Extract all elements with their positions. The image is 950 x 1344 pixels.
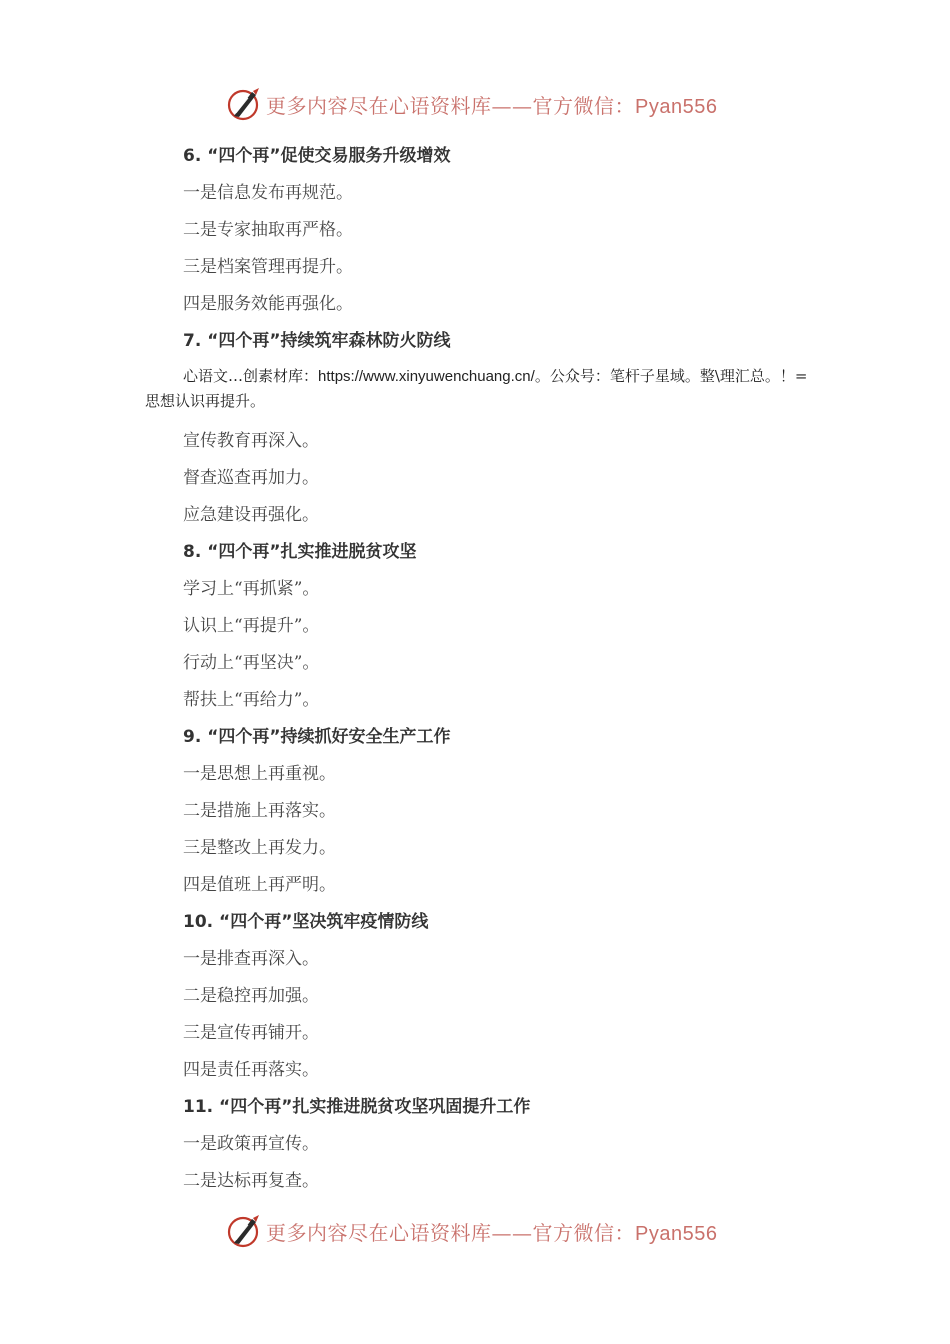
list-item: 帮扶上“再给力”。 bbox=[183, 690, 320, 710]
list-item: 行动上“再坚决”。 bbox=[183, 653, 320, 673]
footer-banner bbox=[226, 1211, 746, 1251]
quill-logo-icon bbox=[226, 86, 262, 122]
section-heading-11: 11. “四个再”扎实推进脱贫攻坚巩固提升工作 bbox=[183, 1097, 531, 1117]
section-heading-7: 7. “四个再”持续筑牢森林防火防线 bbox=[183, 331, 451, 351]
list-item: 三是宣传再铺开。 bbox=[183, 1023, 319, 1043]
list-item: 一是信息发布再规范。 bbox=[183, 183, 353, 203]
list-item: 一是政策再宣传。 bbox=[183, 1134, 319, 1154]
list-item: 宣传教育再深入。 bbox=[183, 431, 319, 451]
list-item: 三是整改上再发力。 bbox=[183, 838, 336, 858]
quill-logo-icon bbox=[226, 1213, 262, 1249]
section-heading-9: 9. “四个再”持续抓好安全生产工作 bbox=[183, 727, 451, 747]
list-item: 学习上“再抓紧”。 bbox=[183, 579, 320, 599]
section-heading-10: 10. “四个再”坚决筑牢疫情防线 bbox=[183, 912, 429, 932]
list-item: 应急建设再强化。 bbox=[183, 505, 319, 525]
source-note: 心语文…创素材库：https://www.xinyuwenchuang.cn/。公众号：笔杆子星域。整\理汇总。！=思想认识再提升。 bbox=[145, 367, 808, 410]
list-item: 一是排查再深入。 bbox=[183, 949, 319, 969]
list-item: 三是档案管理再提升。 bbox=[183, 257, 353, 277]
source-url: https://www.xinyuwenchuang.cn/ bbox=[318, 368, 535, 385]
list-item: 督查巡查再加力。 bbox=[183, 468, 319, 488]
list-item: 四是责任再落实。 bbox=[183, 1060, 319, 1080]
document-body bbox=[145, 138, 815, 1200]
list-item: 四是服务效能再强化。 bbox=[183, 294, 353, 314]
list-item: 一是思想上再重视。 bbox=[183, 764, 336, 784]
list-item: 二是措施上再落实。 bbox=[183, 801, 336, 821]
header-banner bbox=[226, 84, 746, 124]
list-item: 四是值班上再严明。 bbox=[183, 875, 336, 895]
footer-banner-text: 更多内容尽在心语资料库——官方微信：Pyan556 bbox=[266, 1220, 718, 1245]
list-item: 认识上“再提升”。 bbox=[183, 616, 320, 636]
list-item: 二是专家抽取再严格。 bbox=[183, 220, 353, 240]
section-heading-6: 6. “四个再”促使交易服务升级增效 bbox=[183, 146, 451, 166]
list-item: 二是达标再复查。 bbox=[183, 1171, 319, 1191]
section-heading-8: 8. “四个再”扎实推进脱贫攻坚 bbox=[183, 542, 417, 562]
header-banner-text: 更多内容尽在心语资料库——官方微信：Pyan556 bbox=[266, 93, 718, 118]
list-item: 二是稳控再加强。 bbox=[183, 986, 319, 1006]
